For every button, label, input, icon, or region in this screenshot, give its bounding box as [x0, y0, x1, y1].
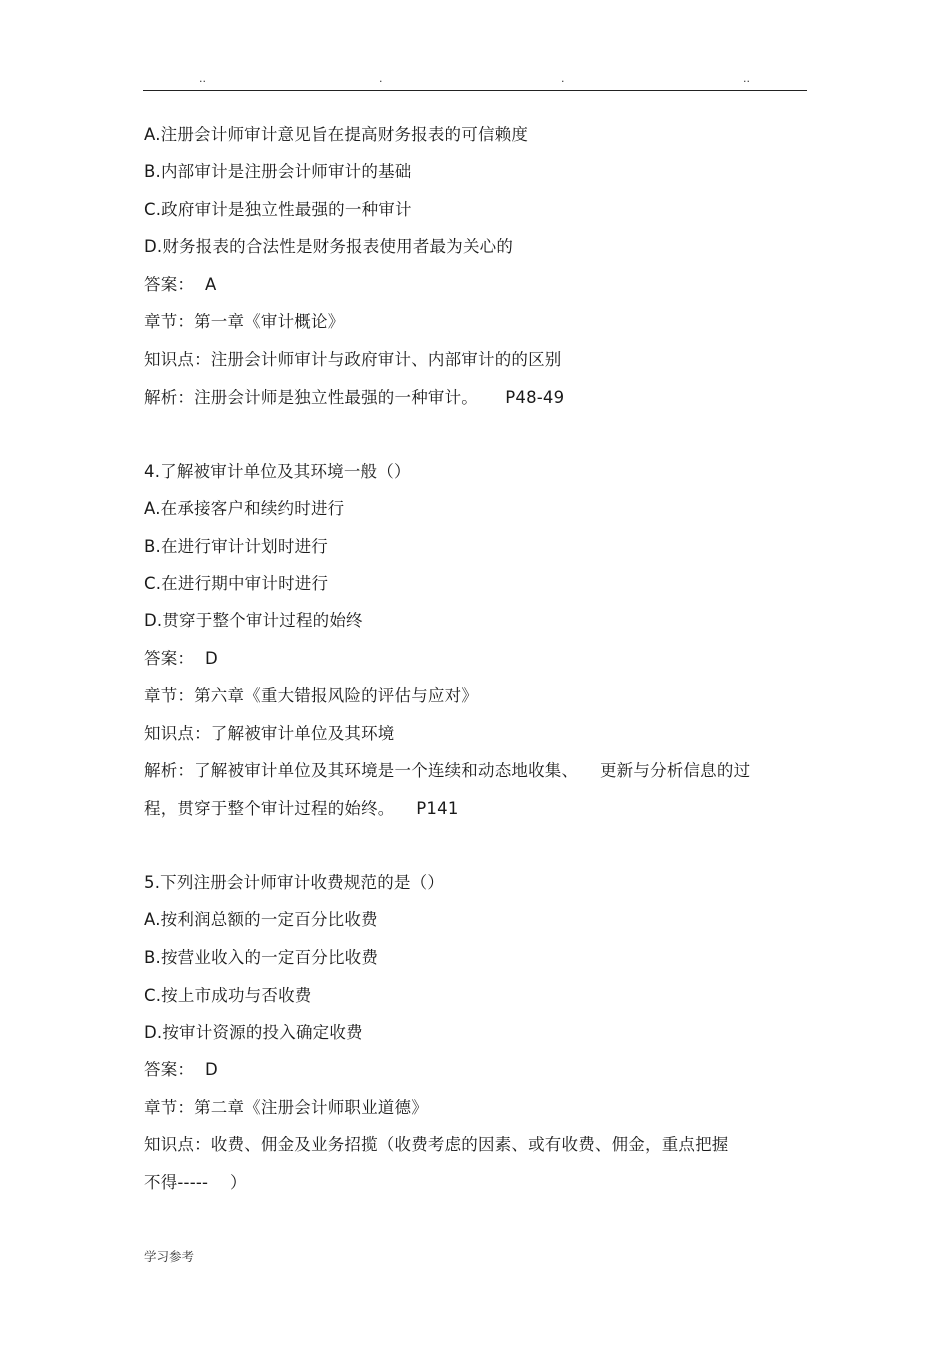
answer-line: 答案： D [144, 649, 218, 668]
header-mark: . [561, 72, 565, 85]
analysis-line: 程，贯穿于整个审计过程的始终。 P141 [144, 799, 459, 818]
option-line: B.内部审计是注册会计师审计的基础 [144, 162, 412, 181]
chapter-line: 章节：第二章《注册会计师职业道德》 [144, 1098, 428, 1117]
knowledge-point-line: 知识点：了解被审计单位及其环境 [144, 724, 395, 743]
option-line: A.在承接客户和续约时进行 [144, 499, 345, 518]
page-footer: 学习参考 [144, 1249, 195, 1264]
option-line: D.贯穿于整个审计过程的始终 [144, 611, 363, 630]
page-header [143, 68, 807, 91]
knowledge-point-line: 知识点：收费、佣金及业务招揽（收费考虑的因素、或有收费、佣金，重点把握 [144, 1135, 729, 1154]
option-line: C.在进行期中审计时进行 [144, 574, 329, 593]
question-line: 4.了解被审计单位及其环境一般（） [144, 462, 411, 481]
analysis-line: 解析：了解被审计单位及其环境是一个连续和动态地收集、 更新与分析信息的过 [144, 761, 751, 780]
header-mark: . [379, 72, 383, 85]
option-line: D.按审计资源的投入确定收费 [144, 1023, 363, 1042]
chapter-line: 章节：第六章《重大错报风险的评估与应对》 [144, 686, 478, 705]
header-mark: .. [743, 72, 750, 85]
header-mark: .. [199, 72, 206, 85]
answer-line: 答案： D [144, 1060, 218, 1079]
option-line: B.按营业收入的一定百分比收费 [144, 948, 379, 967]
option-line: A.注册会计师审计意见旨在提高财务报表的可信赖度 [144, 125, 529, 144]
chapter-line: 章节：第一章《审计概论》 [144, 312, 345, 331]
option-line: A.按利润总额的一定百分比收费 [144, 910, 378, 929]
knowledge-point-line: 不得----- ） [144, 1173, 247, 1192]
option-line: C.按上市成功与否收费 [144, 986, 312, 1005]
option-line: B.在进行审计计划时进行 [144, 537, 328, 556]
option-line: C.政府审计是独立性最强的一种审计 [144, 200, 412, 219]
knowledge-point-line: 知识点：注册会计师审计与政府审计、内部审计的的区别 [144, 350, 562, 369]
option-line: D.财务报表的合法性是财务报表使用者最为关心的 [144, 237, 514, 256]
question-line: 5.下列注册会计师审计收费规范的是（） [144, 873, 445, 892]
analysis-line: 解析：注册会计师是独立性最强的一种审计。 P48-49 [144, 388, 565, 407]
answer-line: 答案： A [144, 275, 217, 294]
